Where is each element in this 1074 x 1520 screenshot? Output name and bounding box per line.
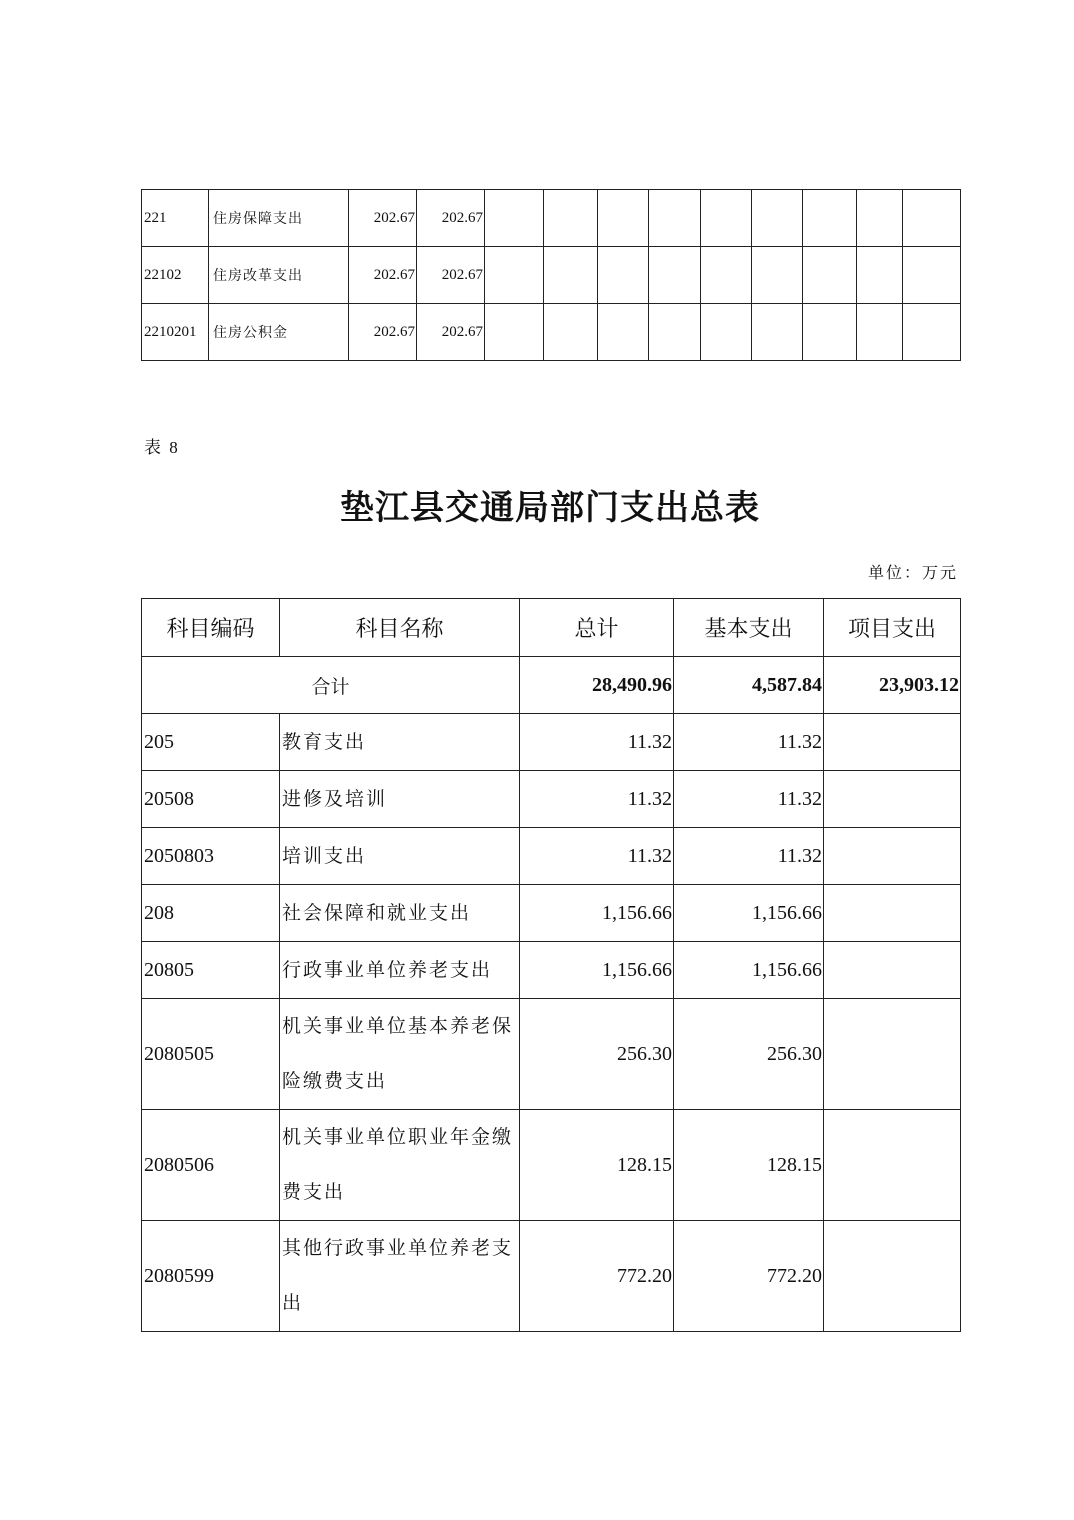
empty-cell [598, 190, 649, 247]
name-cell: 社会保障和就业支出 [280, 885, 520, 942]
value-cell: 202.67 [349, 304, 417, 361]
table-row [142, 190, 961, 247]
table-row [142, 304, 961, 361]
empty-cell [857, 247, 903, 304]
unit-label: 单位：万元 [867, 565, 958, 582]
value-cell: 202.67 [349, 247, 417, 304]
empty-cell [485, 247, 544, 304]
column-header: 总计 [520, 599, 674, 657]
table-row [142, 1221, 961, 1332]
code-cell: 22102 [142, 247, 209, 304]
empty-cell [803, 304, 857, 361]
empty-cell [649, 247, 701, 304]
code-cell: 20508 [142, 771, 280, 828]
project-cell [824, 885, 961, 942]
code-cell: 205 [142, 714, 280, 771]
column-header: 基本支出 [674, 599, 824, 657]
total-cell: 256.30 [520, 999, 674, 1110]
name-cell: 教育支出 [280, 714, 520, 771]
empty-cell [752, 304, 803, 361]
basic-cell: 11.32 [674, 714, 824, 771]
total-cell: 11.32 [520, 714, 674, 771]
code-cell: 2210201 [142, 304, 209, 361]
table-header-row [142, 599, 961, 657]
value-cell: 202.67 [417, 304, 485, 361]
code-cell: 20805 [142, 942, 280, 999]
name-cell: 住房保障支出 [209, 190, 349, 247]
basic-cell: 11.32 [674, 771, 824, 828]
project-cell [824, 999, 961, 1110]
basic-cell: 256.30 [674, 999, 824, 1110]
value-cell: 202.67 [349, 190, 417, 247]
expenditure-table [141, 598, 961, 1332]
code-cell: 221 [142, 190, 209, 247]
name-cell: 进修及培训 [280, 771, 520, 828]
empty-cell [903, 304, 961, 361]
name-cell: 住房改革支出 [209, 247, 349, 304]
table-row [142, 999, 961, 1110]
name-cell: 机关事业单位职业年金缴费支出 [280, 1110, 520, 1221]
name-cell: 其他行政事业单位养老支出 [280, 1221, 520, 1332]
code-cell: 2050803 [142, 828, 280, 885]
table-row [142, 247, 961, 304]
total-value: 28,490.96 [520, 657, 674, 714]
empty-cell [752, 190, 803, 247]
empty-cell [649, 190, 701, 247]
total-cell: 1,156.66 [520, 885, 674, 942]
project-cell [824, 771, 961, 828]
empty-cell [803, 190, 857, 247]
code-cell: 2080599 [142, 1221, 280, 1332]
table-row [142, 714, 961, 771]
code-cell: 2080506 [142, 1110, 280, 1221]
total-cell: 11.32 [520, 828, 674, 885]
code-cell: 208 [142, 885, 280, 942]
project-cell [824, 828, 961, 885]
project-cell [824, 1221, 961, 1332]
empty-cell [701, 190, 752, 247]
page-title: 垫江县交通局部门支出总表 [340, 490, 760, 527]
empty-cell [544, 247, 598, 304]
name-cell: 行政事业单位养老支出 [280, 942, 520, 999]
project-value: 23,903.12 [824, 657, 961, 714]
value-cell: 202.67 [417, 190, 485, 247]
empty-cell [857, 190, 903, 247]
total-label: 合计 [142, 657, 520, 714]
empty-cell [598, 304, 649, 361]
name-cell: 培训支出 [280, 828, 520, 885]
table-row [142, 885, 961, 942]
value-cell: 202.67 [417, 247, 485, 304]
total-cell: 1,156.66 [520, 942, 674, 999]
empty-cell [485, 190, 544, 247]
column-header: 科目名称 [280, 599, 520, 657]
table-row [142, 942, 961, 999]
total-row [142, 657, 961, 714]
empty-cell [701, 247, 752, 304]
project-cell [824, 942, 961, 999]
empty-cell [598, 247, 649, 304]
table-row [142, 828, 961, 885]
empty-cell [803, 247, 857, 304]
project-cell [824, 714, 961, 771]
empty-cell [701, 304, 752, 361]
project-cell [824, 1110, 961, 1221]
basic-cell: 772.20 [674, 1221, 824, 1332]
empty-cell [857, 304, 903, 361]
empty-cell [903, 247, 961, 304]
column-header: 项目支出 [824, 599, 961, 657]
basic-cell: 1,156.66 [674, 885, 824, 942]
name-cell: 机关事业单位基本养老保险缴费支出 [280, 999, 520, 1110]
basic-cell: 128.15 [674, 1110, 824, 1221]
basic-cell: 11.32 [674, 828, 824, 885]
table-row [142, 771, 961, 828]
total-cell: 772.20 [520, 1221, 674, 1332]
continued-table [141, 189, 961, 361]
empty-cell [544, 304, 598, 361]
table-row [142, 1110, 961, 1221]
code-cell: 2080505 [142, 999, 280, 1110]
empty-cell [903, 190, 961, 247]
name-cell: 住房公积金 [209, 304, 349, 361]
table-label: 表 8 [144, 438, 180, 457]
empty-cell [544, 190, 598, 247]
total-cell: 11.32 [520, 771, 674, 828]
empty-cell [752, 247, 803, 304]
basic-value: 4,587.84 [674, 657, 824, 714]
basic-cell: 1,156.66 [674, 942, 824, 999]
column-header: 科目编码 [142, 599, 280, 657]
empty-cell [649, 304, 701, 361]
total-cell: 128.15 [520, 1110, 674, 1221]
empty-cell [485, 304, 544, 361]
